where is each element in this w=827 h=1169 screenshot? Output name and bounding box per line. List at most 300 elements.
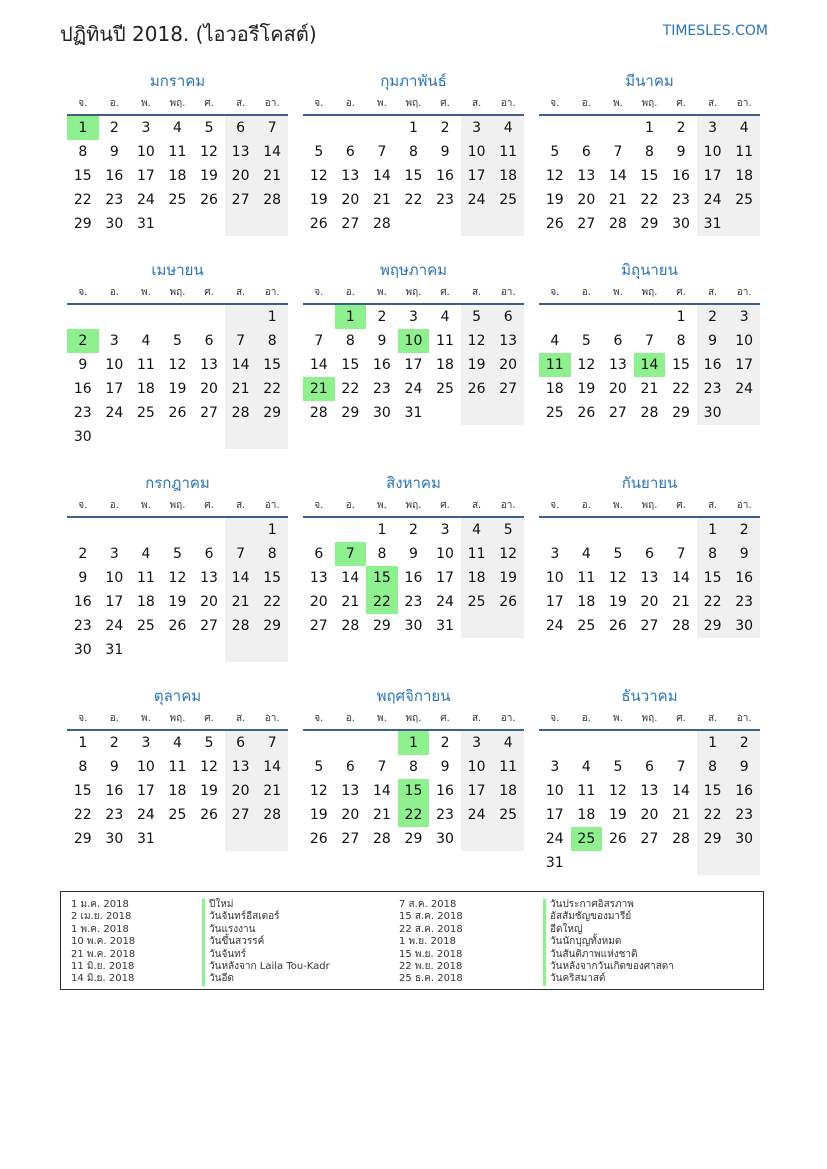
weekday-label: ศ. [440,98,450,109]
day-cell: 6 [204,333,214,349]
day-cell: 27 [640,618,659,634]
day-cell: 28 [372,831,391,847]
day-cell: 6 [345,144,355,160]
day-cell: 31 [136,216,155,232]
day-cell: 13 [640,783,659,799]
day-cell: 17 [105,594,124,610]
weekday-label: พฤ. [641,287,658,298]
day-cell: 31 [697,212,729,236]
day-cell: 27 [200,405,218,421]
day-cell: 20 [225,164,257,188]
empty-day-cell [303,305,335,329]
day-cell: 23 [728,803,760,827]
day-cell: 14 [309,357,328,373]
day-cell: 26 [608,618,627,634]
day-cell: 28 [341,618,360,634]
weekday-label: จ. [314,500,324,511]
weekday-label: จ. [550,500,560,511]
weekday-label: อา. [264,500,280,511]
empty-day-cell [99,425,131,449]
weekday-label: อา. [736,98,752,109]
day-cell: 3 [109,546,119,562]
weekday-label: อา. [500,713,516,724]
day-cell: 11 [461,542,493,566]
day-cell: 24 [136,807,155,823]
day-cell: 5 [550,144,560,160]
weekday-header [303,94,524,116]
day-cell: 5 [581,333,591,349]
day-cell: 17 [728,353,760,377]
empty-day-cell [225,212,257,236]
empty-day-cell [602,851,634,875]
weekday-label: พ. [613,98,623,109]
day-cell: 31 [436,618,454,634]
day-cell: 15 [256,566,288,590]
empty-day-cell [539,116,571,140]
legend-right-names [543,899,674,986]
empty-day-cell [539,305,571,329]
day-cell: 21 [256,779,288,803]
day-cell: 23 [105,192,124,208]
holiday-day-cell: 14 [634,353,666,377]
month-name: ตุลาคม [153,687,202,705]
day-cell: 23 [728,590,760,614]
day-cell: 28 [640,405,659,421]
holiday-day-cell: 25 [571,827,603,851]
day-cell: 30 [105,831,124,847]
day-cell: 25 [728,188,760,212]
day-cell: 19 [492,566,524,590]
empty-day-cell [366,731,398,755]
day-cell: 28 [225,401,257,425]
legend-date: 11 มิ.ย. 2018 [71,960,135,972]
day-cell: 8 [345,333,355,349]
day-cell: 13 [225,140,257,164]
day-cell: 12 [608,783,627,799]
day-cell: 4 [492,731,524,755]
day-cell: 9 [78,570,88,586]
day-cell: 11 [436,333,454,349]
day-cell: 6 [492,305,524,329]
month-name: พฤศจิกายน [376,687,451,705]
day-cell: 25 [577,618,596,634]
day-cell: 20 [341,807,360,823]
day-cell: 5 [492,518,524,542]
day-cell: 23 [404,594,423,610]
day-cell: 20 [309,594,328,610]
empty-day-cell [162,425,194,449]
holiday-day-cell: 11 [539,353,571,377]
day-cell: 27 [225,188,257,212]
day-cell: 22 [256,590,288,614]
day-cell: 16 [105,168,124,184]
day-cell: 17 [545,594,564,610]
weekday-header [303,709,524,731]
day-cell: 25 [461,590,493,614]
month-name: กันยายน [621,474,678,492]
empty-day-cell [665,731,697,755]
day-cell: 28 [256,188,288,212]
day-cell: 20 [640,594,659,610]
day-cell: 1 [645,120,654,136]
weekday-label: อ. [109,500,119,511]
weekday-header [539,496,760,518]
weekday-label: พฤ. [641,713,658,724]
day-cell: 7 [256,116,288,140]
day-cell: 29 [697,827,729,851]
day-cell: 5 [613,546,623,562]
legend-left-dates [71,899,135,986]
legend-holiday-name: วันประกาศอิสรภาพ [543,899,674,911]
day-cell: 5 [314,144,324,160]
day-cell: 29 [73,831,92,847]
weekday-label: ศ. [440,287,450,298]
legend-date: 22 ส.ค. 2018 [399,923,463,935]
day-cell: 15 [256,353,288,377]
month-name: มิถุนายน [621,261,678,279]
day-cell: 29 [372,618,391,634]
legend-holiday-name: วันขึ้นสวรรค์ [202,936,330,948]
day-cell: 9 [728,542,760,566]
day-cell: 12 [200,144,218,160]
day-cell: 25 [492,188,524,212]
holiday-day-cell: 10 [398,329,430,353]
day-cell: 4 [440,309,450,325]
weekday-label: ศ. [676,98,686,109]
legend-date: 2 เม.ย. 2018 [71,911,132,923]
empty-day-cell [335,116,367,140]
day-cell: 18 [577,807,596,823]
day-cell: 6 [314,546,324,562]
day-cell: 18 [168,783,187,799]
day-cell: 3 [440,522,450,538]
month-block [539,259,760,425]
day-cell: 8 [78,759,88,775]
holiday-day-cell: 15 [366,566,398,590]
weekday-label: ศ. [204,98,214,109]
day-cell: 3 [109,333,119,349]
day-cell: 2 [377,309,387,325]
day-cell: 24 [105,618,124,634]
day-cell: 7 [314,333,324,349]
day-cell: 3 [550,546,560,562]
day-cell: 25 [168,807,187,823]
day-cell: 22 [697,590,729,614]
day-grid [303,518,524,638]
weekday-header [67,496,288,518]
empty-day-cell [335,518,367,542]
day-cell: 2 [109,120,119,136]
day-cell: 21 [640,381,659,397]
day-cell: 24 [404,381,423,397]
empty-day-cell [461,827,493,851]
legend-date: 22 พ.ย. 2018 [399,960,463,972]
day-cell: 14 [256,140,288,164]
empty-day-cell [256,212,288,236]
month-name: ธันวาคม [621,687,678,705]
day-cell: 19 [608,807,627,823]
day-cell: 28 [608,216,627,232]
day-cell: 16 [436,783,454,799]
weekday-label: ส. [471,98,482,109]
day-cell: 31 [545,855,564,871]
day-cell: 12 [608,570,627,586]
empty-day-cell [697,851,729,875]
holiday-day-cell: 1 [398,731,430,755]
day-cell: 10 [728,329,760,353]
day-cell: 8 [645,144,654,160]
weekday-label: พ. [377,713,387,724]
day-cell: 28 [372,216,391,232]
day-cell: 24 [136,192,155,208]
day-cell: 11 [577,783,596,799]
weekday-label: อ. [345,713,355,724]
day-cell: 30 [436,831,454,847]
weekday-label: อา. [264,98,280,109]
day-cell: 19 [309,807,328,823]
day-cell: 23 [697,377,729,401]
holiday-day-cell: 1 [67,116,99,140]
day-cell: 28 [309,405,328,421]
day-cell: 10 [697,140,729,164]
empty-day-cell [602,731,634,755]
empty-day-cell [571,731,603,755]
day-cell: 8 [409,144,418,160]
empty-day-cell [256,827,288,851]
legend-holiday-name: วันคริสมาสต์ [543,973,674,985]
day-cell: 31 [105,642,124,658]
day-cell: 29 [404,831,423,847]
weekday-label: อา. [736,500,752,511]
empty-day-cell [634,731,666,755]
day-cell: 21 [672,807,690,823]
day-grid [539,731,760,875]
day-cell: 8 [697,542,729,566]
day-cell: 26 [200,807,218,823]
weekday-label: พ. [377,500,387,511]
day-cell: 10 [545,783,564,799]
day-cell: 4 [173,735,182,751]
day-cell: 22 [341,381,360,397]
weekday-label: อ. [345,287,355,298]
weekday-label: พ. [377,287,387,298]
empty-day-cell [571,518,603,542]
day-cell: 8 [697,755,729,779]
day-cell: 13 [640,570,659,586]
day-cell: 30 [105,216,124,232]
weekday-label: อา. [500,287,516,298]
day-cell: 11 [492,140,524,164]
day-cell: 1 [256,518,288,542]
legend-date: 1 พ.ย. 2018 [399,936,456,948]
weekday-label: ศ. [440,500,450,511]
day-cell: 22 [404,192,423,208]
day-cell: 16 [436,168,454,184]
day-cell: 14 [372,168,391,184]
empty-day-cell [539,518,571,542]
day-cell: 19 [608,594,627,610]
day-cell: 13 [341,783,360,799]
day-cell: 25 [136,405,155,421]
empty-day-cell [99,518,131,542]
day-cell: 12 [168,357,187,373]
day-cell: 29 [256,401,288,425]
day-cell: 12 [200,759,218,775]
day-cell: 16 [372,357,391,373]
day-cell: 1 [676,309,686,325]
day-grid [67,731,288,851]
day-cell: 14 [372,783,391,799]
weekday-header [67,94,288,116]
day-cell: 9 [409,546,418,562]
day-cell: 16 [73,381,92,397]
holiday-legend [60,891,764,990]
day-cell: 26 [200,192,218,208]
day-cell: 20 [577,192,596,208]
day-cell: 20 [225,779,257,803]
day-cell: 18 [577,594,596,610]
day-cell: 20 [200,594,218,610]
day-cell: 5 [613,759,623,775]
legend-date: 21 พ.ค. 2018 [71,948,136,960]
day-cell: 19 [200,168,218,184]
day-cell: 17 [436,570,454,586]
month-block [303,70,524,236]
day-cell: 25 [492,803,524,827]
day-cell: 18 [436,357,454,373]
weekday-label: อา. [736,287,752,298]
day-cell: 21 [672,594,690,610]
weekday-label: จ. [550,287,560,298]
day-grid [67,116,288,236]
weekday-label: พ. [613,287,623,298]
day-cell: 7 [225,542,257,566]
weekday-label: ศ. [440,713,450,724]
month-name: สิงหาคม [386,474,441,492]
day-cell: 3 [728,305,760,329]
day-cell: 26 [168,618,187,634]
empty-day-cell [130,638,162,662]
day-cell: 21 [341,594,360,610]
day-cell: 11 [168,759,187,775]
holiday-day-cell: 22 [398,803,430,827]
day-cell: 3 [409,309,418,325]
site-link[interactable]: TIMESLES.COM [662,23,768,39]
day-cell: 15 [697,779,729,803]
day-cell: 3 [141,120,151,136]
empty-day-cell [634,518,666,542]
empty-day-cell [665,851,697,875]
day-cell: 10 [136,759,155,775]
legend-date: 7 ส.ค. 2018 [399,899,457,910]
month-block [539,685,760,875]
day-cell: 10 [545,570,564,586]
day-cell: 1 [697,731,729,755]
empty-day-cell [602,518,634,542]
legend-holiday-name: วันนักบุญทั้งหมด [543,936,674,948]
day-cell: 8 [676,333,686,349]
weekday-label: จ. [78,500,88,511]
weekday-label: พฤ. [169,500,186,511]
weekday-label: อ. [581,98,591,109]
empty-day-cell [602,305,634,329]
empty-day-cell [492,827,524,851]
month-name: กุมภาพันธ์ [380,72,447,90]
weekday-label: จ. [78,713,88,724]
day-cell: 15 [640,168,659,184]
day-cell: 13 [577,168,596,184]
weekday-label: อา. [264,287,280,298]
day-cell: 7 [377,144,387,160]
weekday-label: พฤ. [405,713,422,724]
day-cell: 25 [136,618,155,634]
empty-day-cell [99,305,131,329]
day-cell: 2 [728,731,760,755]
legend-holiday-name: อีดใหญ่ [543,924,674,936]
day-cell: 1 [409,120,418,136]
day-cell: 17 [404,357,423,373]
day-cell: 2 [109,735,119,751]
day-cell: 23 [372,381,391,397]
day-cell: 25 [545,405,564,421]
day-cell: 27 [640,831,659,847]
month-name: มกราคม [149,72,206,90]
empty-day-cell [225,305,257,329]
day-cell: 18 [136,594,155,610]
month-block [303,259,524,425]
weekday-label: ส. [707,500,718,511]
empty-day-cell [67,518,99,542]
day-cell: 15 [672,357,690,373]
day-cell: 7 [256,731,288,755]
day-cell: 12 [545,168,564,184]
day-cell: 5 [204,120,214,136]
day-cell: 9 [728,755,760,779]
day-grid [539,116,760,236]
weekday-label: จ. [314,98,324,109]
day-cell: 30 [697,401,729,425]
day-cell: 4 [461,518,493,542]
day-cell: 18 [461,566,493,590]
empty-day-cell [539,731,571,755]
weekday-label: จ. [78,287,88,298]
day-cell: 5 [173,333,182,349]
day-cell: 4 [581,759,591,775]
day-cell: 15 [404,168,423,184]
day-cell: 26 [309,831,328,847]
empty-day-cell [225,827,257,851]
day-cell: 29 [672,405,690,421]
day-cell: 2 [440,735,450,751]
day-cell: 12 [461,329,493,353]
day-cell: 2 [78,546,88,562]
day-cell: 28 [256,803,288,827]
weekday-label: ส. [471,500,482,511]
day-cell: 22 [73,192,92,208]
day-cell: 29 [256,614,288,638]
day-cell: 19 [577,381,596,397]
empty-day-cell [665,518,697,542]
day-cell: 14 [672,570,690,586]
day-cell: 1 [697,518,729,542]
empty-day-cell [571,851,603,875]
weekday-label: พฤ. [169,713,186,724]
legend-holiday-name: วันหลังจากวันเกิดของศาสดา [543,961,674,973]
weekday-label: อ. [109,713,119,724]
day-cell: 16 [728,779,760,803]
day-cell: 24 [461,803,493,827]
weekday-label: พ. [613,500,623,511]
